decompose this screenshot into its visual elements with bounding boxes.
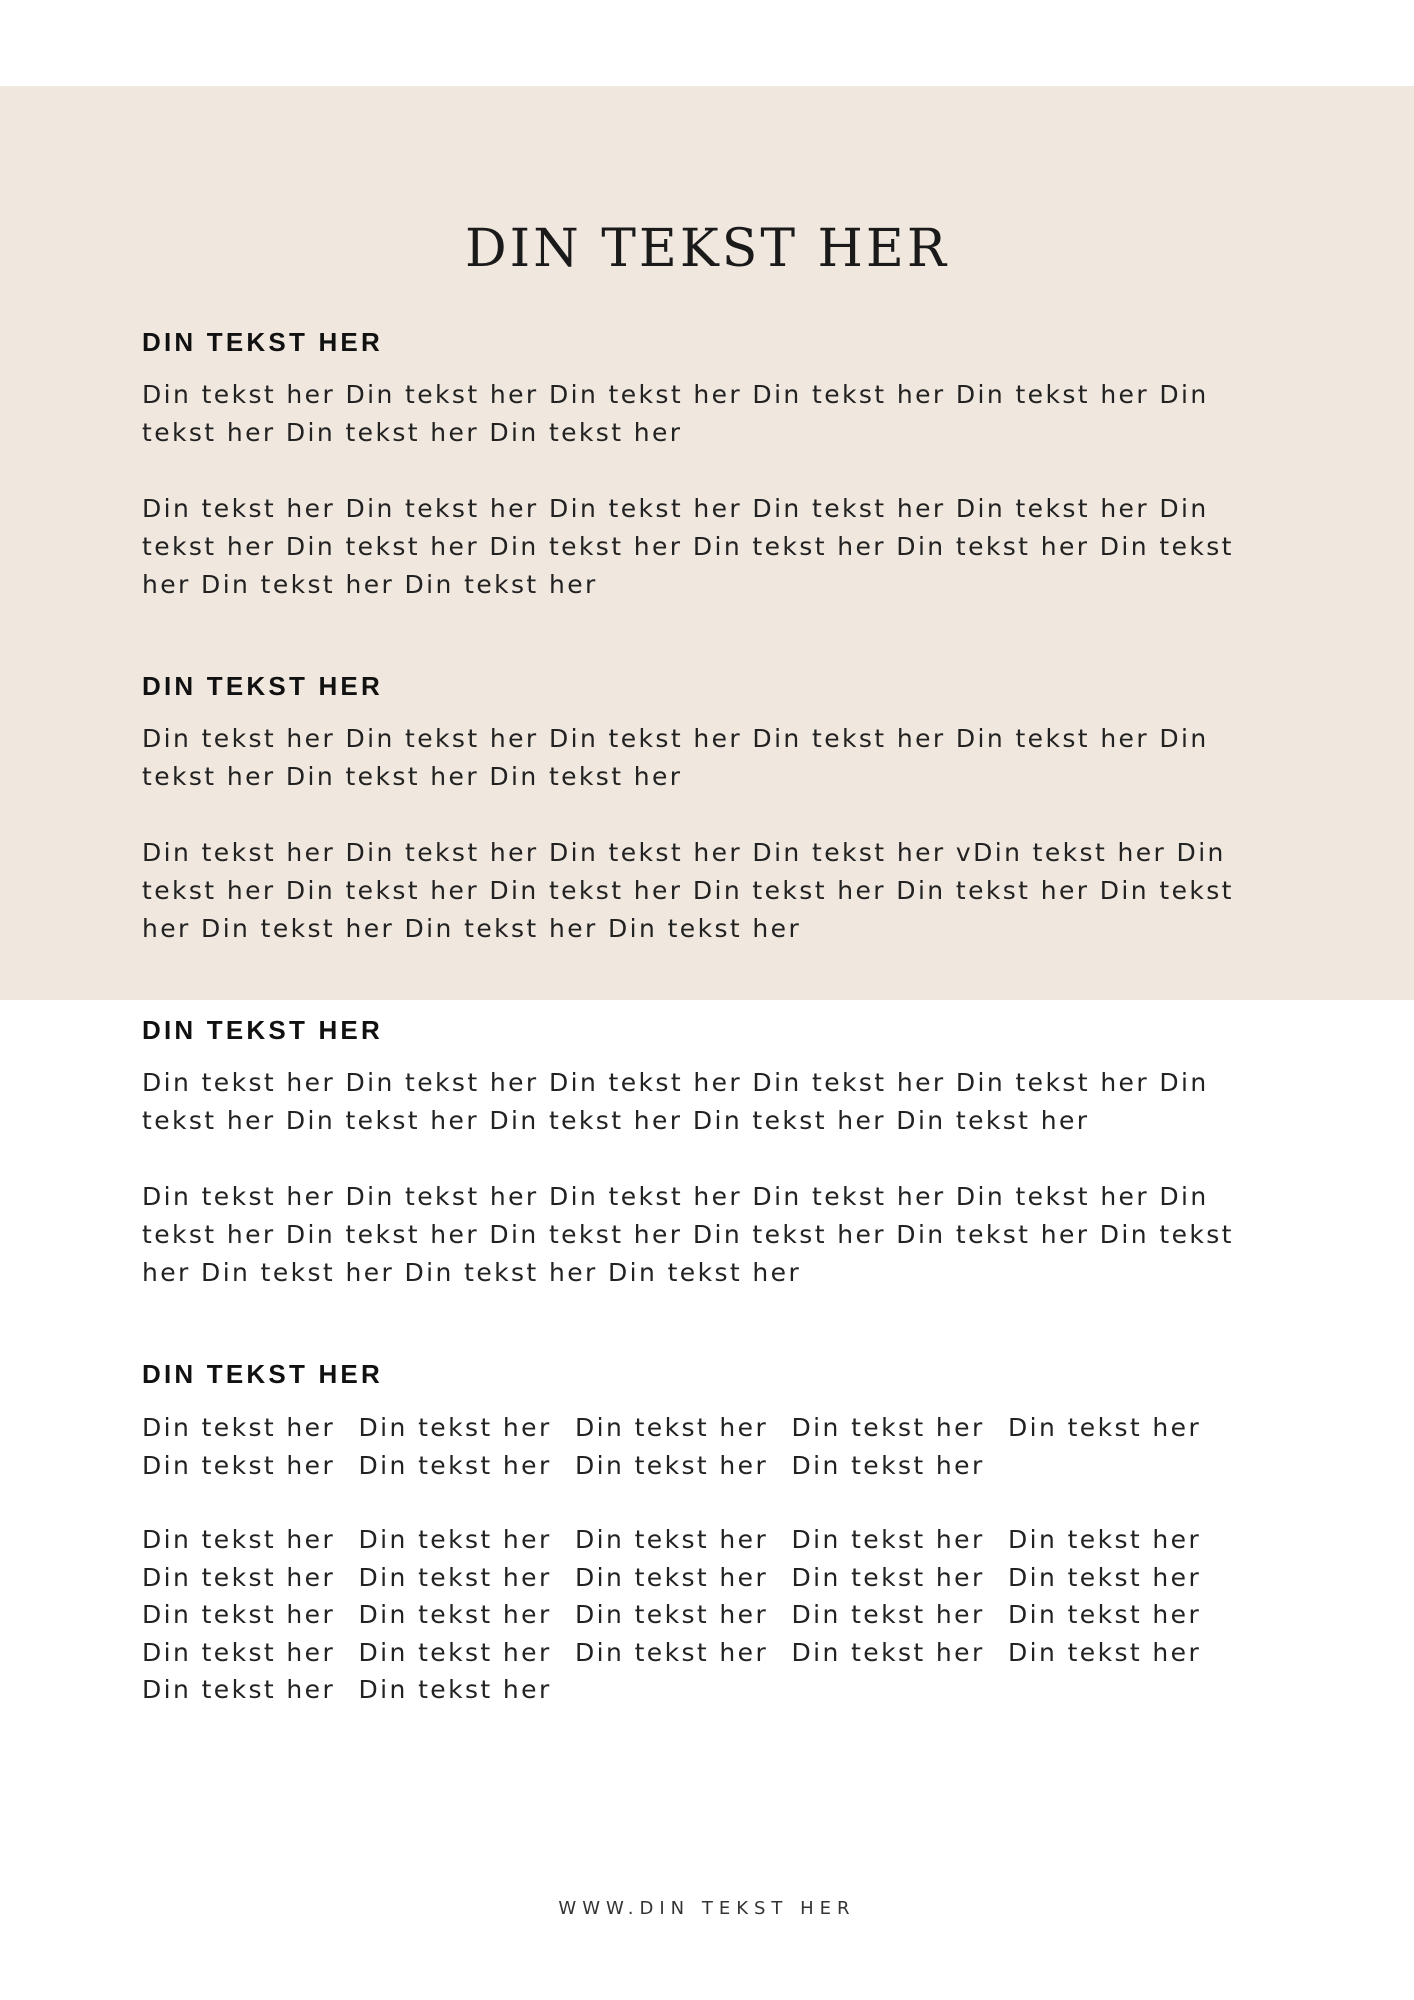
section-1: [142, 325, 1292, 604]
grid-cell: Din tekst her: [142, 1562, 336, 1592]
grid-cell: Din tekst her: [142, 1637, 336, 1667]
grid-cell: Din tekst her: [791, 1562, 985, 1592]
paragraph: Din tekst her Din tekst her Din tekst her Din tekst her Din tekst her Din tekst her Din tekst her Din tekst her Din tekst her Din tekst her Din tekst her Din tekst her Din tekst her Din tekst her: [142, 1182, 1234, 1287]
grid-cell: Din tekst her: [1008, 1637, 1202, 1667]
grid-cell: Din tekst her: [791, 1413, 985, 1442]
text-grid-b: [142, 1521, 1292, 1709]
page-title: DIN TEKST HER: [464, 219, 950, 279]
section-heading: DIN TEKST HER: [142, 327, 383, 357]
grid-cell: Din tekst her: [1008, 1413, 1202, 1442]
grid-cell: Din tekst her: [358, 1413, 552, 1442]
grid-cell: Din tekst her: [575, 1637, 769, 1667]
grid-cell: Din tekst her: [791, 1637, 985, 1667]
grid-cell: Din tekst her: [1008, 1600, 1202, 1629]
section-heading: DIN TEKST HER: [142, 1015, 383, 1045]
grid-cell: Din tekst her: [358, 1637, 552, 1667]
grid-cell: Din tekst her: [358, 1450, 552, 1480]
grid-cell: Din tekst her: [575, 1413, 769, 1442]
grid-cell: Din tekst her: [358, 1562, 552, 1592]
section-heading: DIN TEKST HER: [142, 1359, 383, 1389]
text-grid-a: [142, 1409, 1292, 1484]
grid-cell: Din tekst her: [575, 1450, 769, 1480]
grid-cell: Din tekst her: [142, 1675, 336, 1704]
paragraph: Din tekst her Din tekst her Din tekst her Din tekst her vDin tekst her Din tekst her Din tekst her Din tekst her Din tekst her Din tekst her Din tekst her Din tekst her Din tekst her Din tekst her: [142, 838, 1234, 943]
grid-cell: Din tekst her: [1008, 1525, 1202, 1554]
grid-cell: Din tekst her: [575, 1600, 769, 1629]
grid-cell: Din tekst her: [791, 1600, 985, 1629]
grid-cell: Din tekst her: [791, 1525, 985, 1554]
grid-cell: Din tekst her: [142, 1450, 336, 1480]
section-heading: DIN TEKST HER: [142, 671, 383, 701]
footer-website: WWW.DIN TEKST HER: [558, 1898, 856, 1919]
paragraph: Din tekst her Din tekst her Din tekst her Din tekst her Din tekst her Din tekst her Din tekst her Din tekst her Din tekst her Din tekst her Din tekst her Din tekst her Din tekst her: [142, 494, 1234, 599]
grid-cell: Din tekst her: [358, 1525, 552, 1554]
paragraph: Din tekst her Din tekst her Din tekst her Din tekst her Din tekst her Din tekst her Din tekst her Din tekst her Din tekst her Din tekst her: [142, 1068, 1209, 1135]
grid-cell: Din tekst her: [358, 1675, 552, 1704]
grid-cell: Din tekst her: [142, 1413, 336, 1442]
grid-cell: Din tekst her: [575, 1562, 769, 1592]
grid-cell: Din tekst her: [1008, 1562, 1202, 1592]
grid-cell: Din tekst her: [358, 1600, 552, 1629]
section-2: [142, 669, 1292, 948]
grid-cell: Din tekst her: [142, 1600, 336, 1629]
paragraph: Din tekst her Din tekst her Din tekst her Din tekst her Din tekst her Din tekst her Din tekst her Din tekst her: [142, 724, 1209, 791]
grid-cell: Din tekst her: [791, 1450, 985, 1480]
section-3: [142, 1013, 1292, 1292]
paragraph: Din tekst her Din tekst her Din tekst her Din tekst her Din tekst her Din tekst her Din tekst her Din tekst her: [142, 380, 1209, 447]
grid-cell: Din tekst her: [142, 1525, 336, 1554]
grid-cell: Din tekst her: [575, 1525, 769, 1554]
section-4: [142, 1357, 1292, 1709]
